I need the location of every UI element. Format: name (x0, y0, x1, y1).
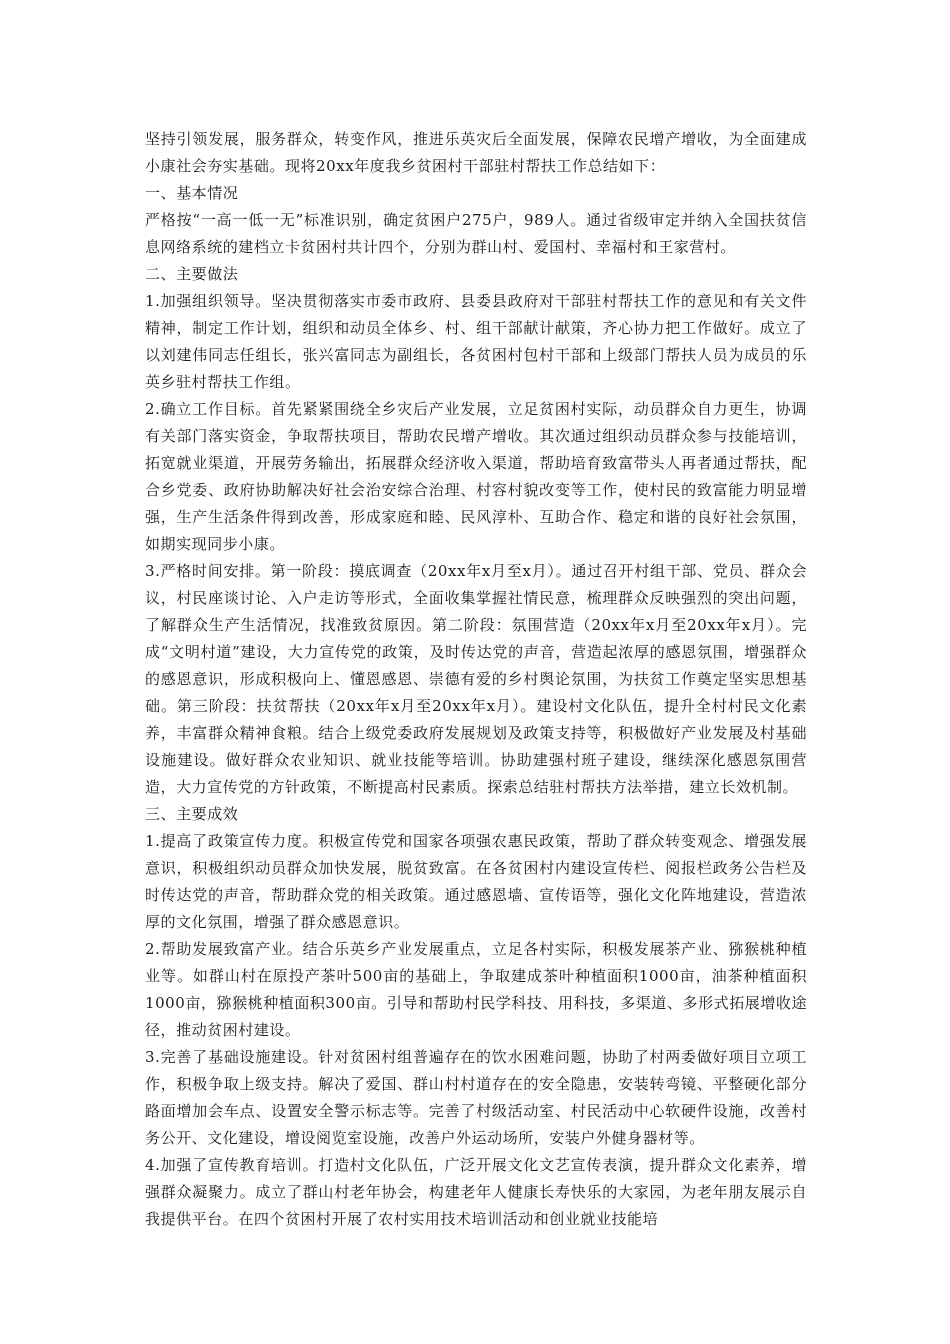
paragraph-method-3: 3.严格时间安排。第一阶段：摸底调查（20xx年x月至x月）。通过召开村组干部、党员、群众会议，村民座谈讨论、入户走访等形式，全面收集掌握社情民意，梳理群众反映强烈的突出问题，了解群众生产生活情况，找准致贫原因。第二阶段：氛围营造（20xx年x月至20xx年x月）。完成“文明村道”建设，大力宣传党的政策，及时传达党的声音，营造起浓厚的感恩氛围，增强群众的感恩意识，形成积极向上、懂恩感恩、崇德有爱的乡村舆论氛围，为扶贫工作奠定坚实思想基础。第三阶段：扶贫帮扶（20xx年x月至20xx年x月）。建设村文化队伍，提升全村村民文化素养，丰富群众精神食粮。结合上级党委政府发展规划及政策支持等，积极做好产业发展及村基础设施建设。做好群众农业知识、就业技能等培训。协助建强村班子建设，继续深化感恩氛围营造，大力宣传党的方针政策，不断提高村民素质。探索总结驻村帮扶方法举措，建立长效机制。 (145, 562, 807, 796)
section-heading-basic-situation: 一、基本情况 (145, 184, 239, 202)
paragraph-result-2: 2.帮助发展致富产业。结合乐英乡产业发展重点，立足各村实际，积极发展茶产业、猕猴桃种植业等。如群山村在原投产茶叶500亩的基础上，争取建成茶叶种植面积1000亩，油茶种植面积1000亩，猕猴桃种植面积300亩。引导和帮助村民学科技、用科技，多渠道、多形式拓展增收途径，推动贫困村建设。 (145, 940, 807, 1039)
paragraph-method-1: 1.加强组织领导。坚决贯彻落实市委市政府、县委县政府对干部驻村帮扶工作的意见和有关文件精神，制定工作计划，组织和动员全体乡、村、组干部献计献策，齐心协力把工作做好。成立了以刘建伟同志任组长，张兴富同志为副组长，各贫困村包村干部和上级部门帮扶人员为成员的乐英乡驻村帮扶工作组。 (145, 292, 807, 391)
paragraph-method-2: 2.确立工作目标。首先紧紧围绕全乡灾后产业发展，立足贫困村实际，动员群众自力更生，协调有关部门落实资金，争取帮扶项目，帮助农民增产增收。其次通过组织动员群众参与技能培训，拓宽就业渠道，开展劳务输出，拓展群众经济收入渠道，帮助培育致富带头人再者通过帮扶，配合乡党委、政府协助解决好社会治安综合治理、村容村貌改变等工作，使村民的致富能力明显增强，生产生活条件得到改善，形成家庭和睦、民风淳朴、互助合作、稳定和谐的良好社会氛围，如期实现同步小康。 (145, 400, 807, 553)
paragraph-result-4: 4.加强了宣传教育培训。打造村文化队伍，广泛开展文化文艺宣传表演，提升群众文化素养，增强群众凝聚力。成立了群山村老年协会，构建老年人健康长寿快乐的大家园，为老年朋友展示自我提供平台。在四个贫困村开展了农村实用技术培训活动和创业就业技能培 (145, 1156, 807, 1228)
document-body (145, 126, 807, 1233)
intro-paragraph: 坚持引领发展，服务群众，转变作风，推进乐英灾后全面发展，保障农民增产增收，为全面建成小康社会夯实基础。现将20xx年度我乡贫困村干部驻村帮扶工作总结如下： (145, 130, 807, 175)
section-heading-main-results: 三、主要成效 (145, 805, 239, 823)
paragraph-basic-situation: 严格按“一高一低一无”标准识别，确定贫困户275户，989人。通过省级审定并纳入全国扶贫信息网络系统的建档立卡贫困村共计四个，分别为群山村、爱国村、幸福村和王家营村。 (145, 211, 807, 256)
paragraph-result-3: 3.完善了基础设施建设。针对贫困村组普遍存在的饮水困难问题，协助了村两委做好项目立项工作，积极争取上级支持。解决了爱国、群山村村道存在的安全隐患，安装转弯镜、平整硬化部分路面增加会车点、设置安全警示标志等。完善了村级活动室、村民活动中心软硬件设施，改善村务公开、文化建设，增设阅览室设施，改善户外运动场所，安装户外健身器材等。 (145, 1048, 807, 1147)
section-heading-main-methods: 二、主要做法 (145, 265, 239, 283)
paragraph-result-1: 1.提高了政策宣传力度。积极宣传党和国家各项强农惠民政策，帮助了群众转变观念、增强发展意识，积极组织动员群众加快发展，脱贫致富。在各贫困村内建设宣传栏、阅报栏政务公告栏及时传达党的声音，帮助群众党的相关政策。通过感恩墙、宣传语等，强化文化阵地建设，营造浓厚的文化氛围，增强了群众感恩意识。 (145, 832, 807, 931)
